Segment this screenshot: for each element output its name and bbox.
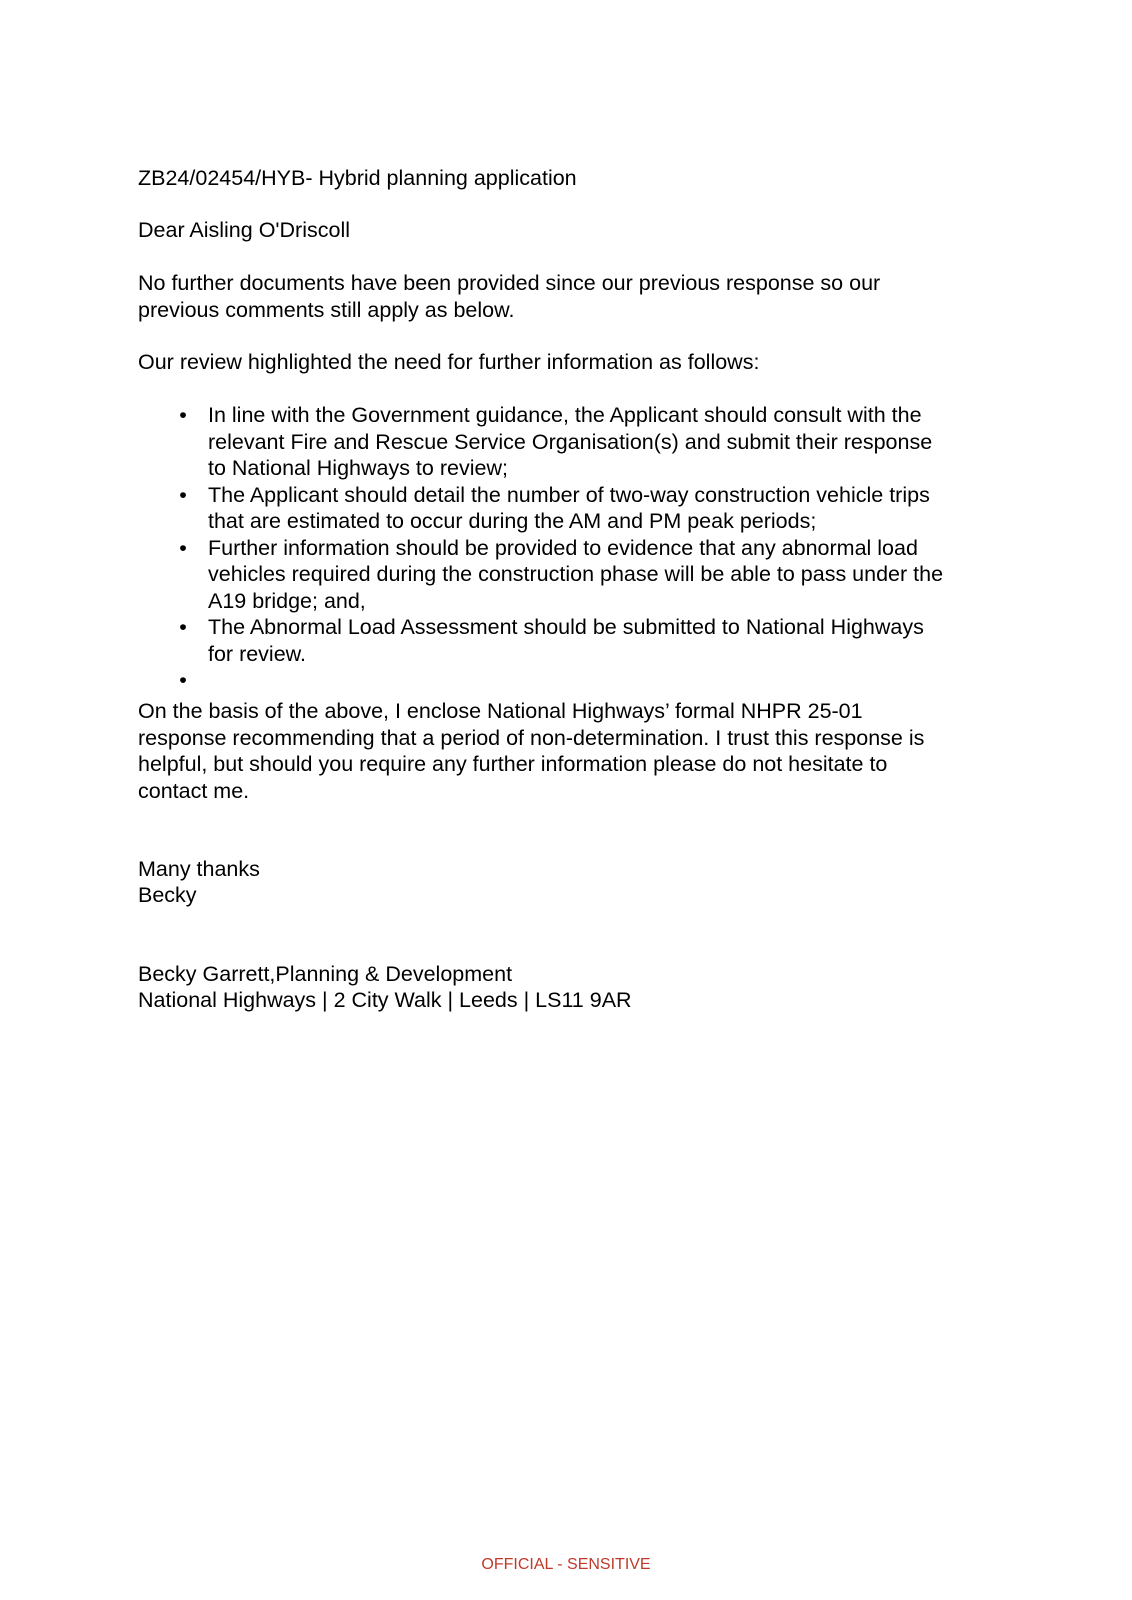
list-item-text: The Applicant should detail the number of two-way construction vehicle trips that are estimated to occur during the AM and PM peak periods; [208, 482, 930, 533]
closing: Many thanks [138, 857, 260, 881]
classification-footer: OFFICIAL - SENSITIVE [481, 1556, 651, 1573]
reference-line: ZB24/02454/HYB- Hybrid planning application [138, 166, 577, 190]
signoff-name: Becky [138, 883, 197, 907]
signature-address: National Highways | 2 City Walk | Leeds | LS11 9AR [138, 988, 632, 1012]
bullet-icon: • [179, 403, 187, 427]
bullet-icon: • [179, 482, 187, 507]
intro-paragraph: No further documents have been provided since our previous response so our previous comments still apply as below. [138, 271, 881, 322]
list-item-text: Further information should be provided to evidence that any abnormal load vehicles required during the construction phase will be able to pass under the A19 bridge; and, [208, 535, 944, 613]
salutation: Dear Aisling O'Driscoll [138, 218, 350, 242]
requirements-list [138, 402, 1018, 694]
list-item [138, 614, 1018, 667]
list-item [138, 402, 1018, 482]
signature-title: Becky Garrett,Planning & Development [138, 962, 513, 986]
bullet-icon: • [179, 668, 187, 692]
review-intro: Our review highlighted the need for further information as follows: [138, 350, 760, 374]
bullet-icon: • [179, 615, 187, 639]
list-item-empty [138, 667, 1018, 694]
bullet-icon: • [179, 535, 187, 560]
list-item [138, 482, 1018, 535]
list-item [138, 535, 1018, 615]
list-item-text: The Abnormal Load Assessment should be submitted to National Highways for review. [208, 615, 924, 666]
basis-paragraph: On the basis of the above, I enclose National Highways’ formal NHPR 25-01 response recommending that a period of non-determination. I trust this response is helpful, but should you require any further information please do not hesitate to contact me. [138, 699, 925, 803]
list-item-text: In line with the Government guidance, the Applicant should consult with the relevant Fire and Rescue Service Organisation(s) and submit their response to National Highways to review; [208, 403, 933, 480]
